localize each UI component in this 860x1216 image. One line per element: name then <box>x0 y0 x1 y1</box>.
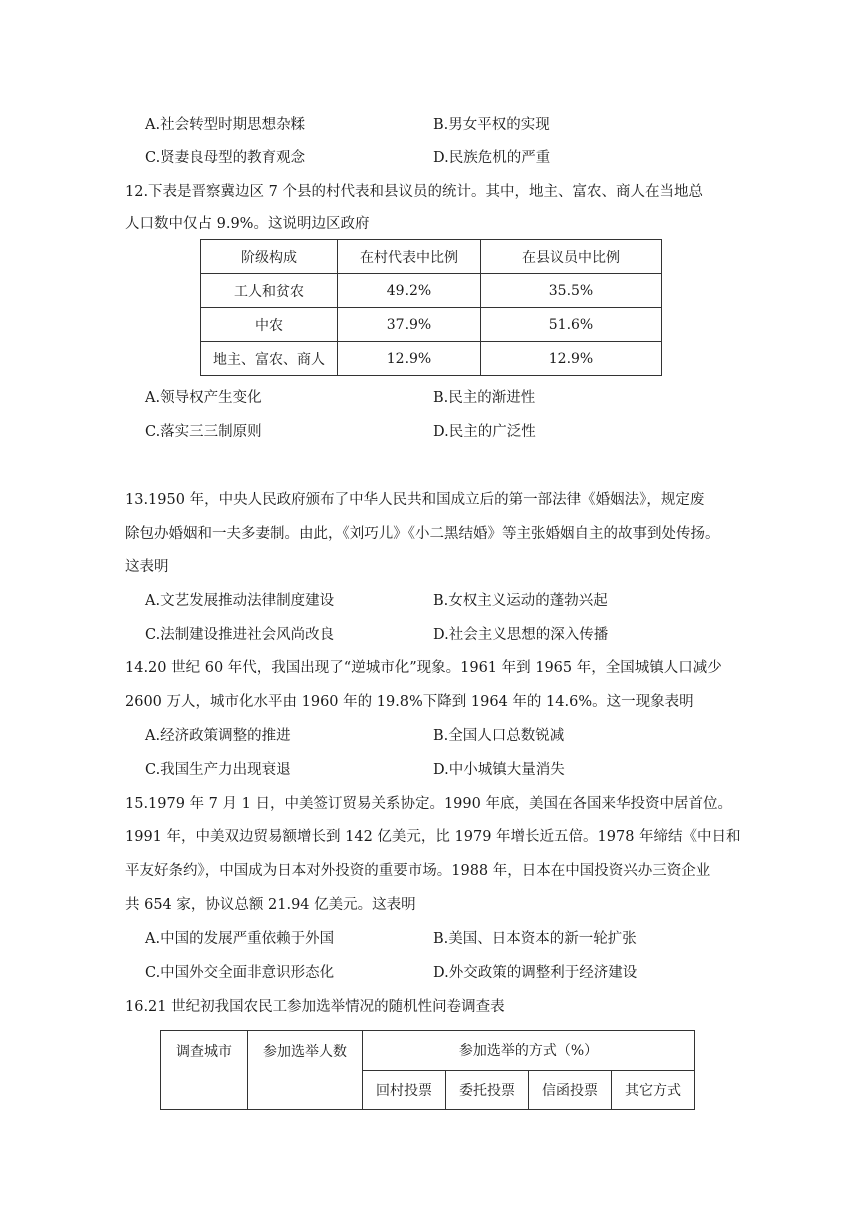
q13-option-c: C.法制建设推进社会风尚改良 <box>145 627 335 643</box>
q12-stem-line: 人口数中仅占 9.9%。这说明边区政府 <box>125 216 370 232</box>
q15-option-a: A.中国的发展严重依赖于外国 <box>145 931 335 947</box>
table-header-cell: 委托投票 <box>446 1070 529 1110</box>
q16-stem-line: 16.21 世纪初我国农民工参加选举情况的随机性问卷调查表 <box>125 999 505 1015</box>
table-cell: 12.9% <box>481 342 662 376</box>
q13-option-d: D.社会主义思想的深入传播 <box>433 627 609 643</box>
q11-option-c: C.贤妻良母型的教育观念 <box>145 150 306 166</box>
table-cell: 12.9% <box>338 342 481 376</box>
table-header-cell: 在村代表中比例 <box>338 240 481 274</box>
q11-option-d: D.民族危机的严重 <box>433 150 551 166</box>
table-header-cell: 信函投票 <box>529 1070 612 1110</box>
table-row <box>201 342 662 376</box>
table-cell: 工人和贫农 <box>201 274 338 308</box>
q14-option-a: A.经济政策调整的推进 <box>145 728 291 744</box>
q12-stem-line: 12.下表是晋察冀边区 7 个县的村代表和县议员的统计。其中，地主、富农、商人在当地总 <box>125 184 703 200</box>
q15-option-c: C.中国外交全面非意识形态化 <box>145 965 335 981</box>
table-cell: 49.2% <box>338 274 481 308</box>
table-header-cell: 阶级构成 <box>201 240 338 274</box>
q11-option-b: B.男女平权的实现 <box>433 117 550 133</box>
q15-stem-line: 共 654 家，协议总额 21.94 亿美元。这表明 <box>125 897 416 913</box>
q13-stem-line: 这表明 <box>125 559 169 575</box>
table-header-cell: 回村投票 <box>363 1070 446 1110</box>
table-header-row <box>161 1031 695 1071</box>
q11-option-a: A.社会转型时期思想杂糅 <box>145 117 306 133</box>
q13-option-a: A.文艺发展推动法律制度建设 <box>145 593 335 609</box>
table-row <box>201 274 662 308</box>
q14-option-b: B.全国人口总数锐减 <box>433 728 565 744</box>
q14-stem-line: 2600 万人，城市化水平由 1960 年的 19.8%下降到 1964 年的 14.6%。这一现象表明 <box>125 694 694 710</box>
q15-option-d: D.外交政策的调整利于经济建设 <box>433 965 638 981</box>
table-cell: 地主、富农、商人 <box>201 342 338 376</box>
q12-option-a: A.领导权产生变化 <box>145 390 262 406</box>
table-cell: 37.9% <box>338 308 481 342</box>
table-header-cell: 参加选举的方式（%） <box>363 1031 695 1071</box>
q12-option-d: D.民主的广泛性 <box>433 424 536 440</box>
table-header-cell: 调查城市 <box>161 1031 248 1110</box>
q12-table <box>200 239 662 376</box>
q12-option-c: C.落实三三制原则 <box>145 424 262 440</box>
q15-stem-line: 15.1979 年 7 月 1 日，中美签订贸易关系协定。1990 年底，美国在各国来华投资中居首位。 <box>125 796 732 812</box>
table-cell: 35.5% <box>481 274 662 308</box>
table-header-cell: 在县议员中比例 <box>481 240 662 274</box>
table-cell: 51.6% <box>481 308 662 342</box>
table-cell: 中农 <box>201 308 338 342</box>
table-header-cell: 参加选举人数 <box>248 1031 363 1110</box>
q15-stem-line: 1991 年，中美双边贸易额增长到 142 亿美元，比 1979 年增长近五倍。1978 年缔结《中日和 <box>125 829 741 845</box>
q13-stem-line: 13.1950 年，中央人民政府颁布了中华人民共和国成立后的第一部法律《婚姻法》，规定废 <box>125 492 705 508</box>
table-header-row <box>201 240 662 274</box>
q14-option-d: D.中小城镇大量消失 <box>433 762 565 778</box>
q16-table <box>160 1030 695 1110</box>
table-header-cell: 其它方式 <box>612 1070 695 1110</box>
q12-option-b: B.民主的渐进性 <box>433 390 536 406</box>
table-row <box>201 308 662 342</box>
q14-stem-line: 14.20 世纪 60 年代，我国出现了“逆城市化”现象。1961 年到 1965 年，全国城镇人口减少 <box>125 660 722 676</box>
q13-stem-line: 除包办婚姻和一夫多妻制。由此，《刘巧儿》《小二黑结婚》等主张婚姻自主的故事到处传扬。 <box>125 526 720 542</box>
q15-stem-line: 平友好条约》，中国成为日本对外投资的重要市场。1988 年，日本在中国投资兴办三资企业 <box>125 863 711 879</box>
q13-option-b: B.女权主义运动的蓬勃兴起 <box>433 593 608 609</box>
q15-option-b: B.美国、日本资本的新一轮扩张 <box>433 931 637 947</box>
q14-option-c: C.我国生产力出现衰退 <box>145 762 291 778</box>
